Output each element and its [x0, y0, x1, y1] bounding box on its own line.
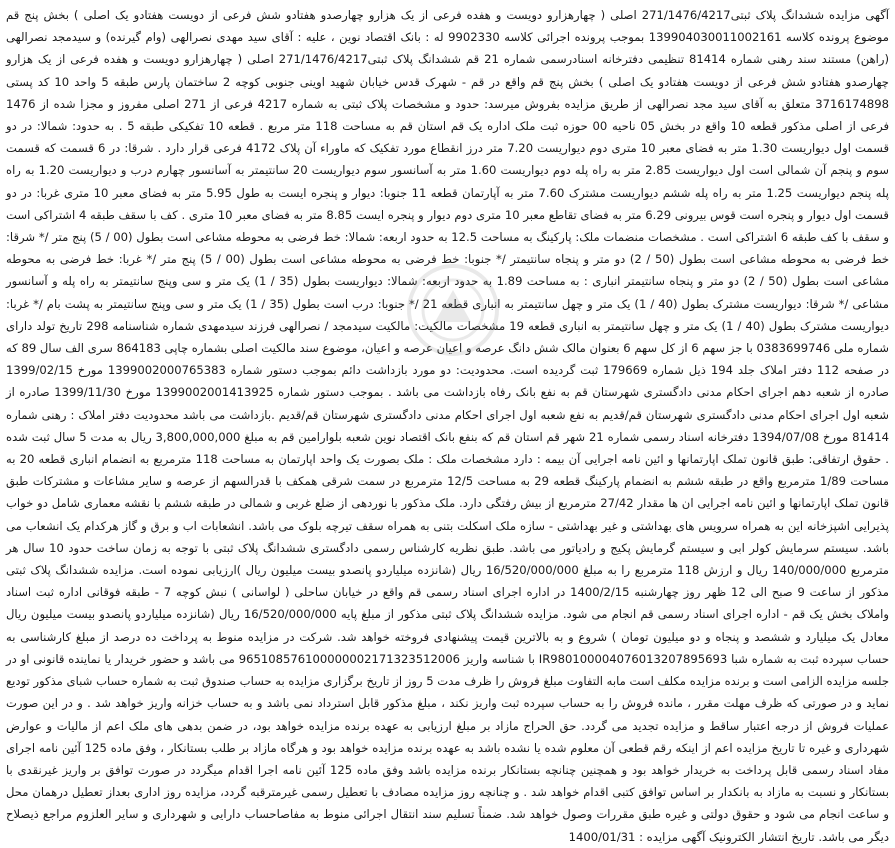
- auction-notice-text: آگهی مزایده ششدانگ پلاک ثبتی271/1476/4217 اصلی ( چهارهزارو دویست و هفده فرعی از یک هزارو چهارصدو هفتادو شش فرعی از دویست هفتادو یک اصلی ) بخش پنج قم موضوع پرونده کلاسه 139904030011002161 بموجب پرونده اجرائی کلاسه 9902330 له : بانک اقتصاد نوین ، علیه : آقای سید مهدی نصرالهی (وام گیرنده) و سیدمجد نصرالهی (راهن) مستند سند رهنی شماره 81414 تنظیمی دفترخانه اسنادرسمی شماره 21 قم ششدانگ پلاک ثبتی271/1476/4217 اصلی ( چهارهزارو دویست و هفده فرعی از یک هزارو چهارصدو هفتادو شش فرعی از دویست هفتادو یک اصلی ) بخش پنج قم واقع در قم - شهرک قدس خیابان شهید اوینی جنوبی کوچه 2 ساختمان پارس طبقه 5 واحد 10 کد پستی 3716174898 متعلق به آقای سید مجد نصرالهی از طریق مزایده بفروش میرسد: حدود و مشخصات پلاک ثبتی به شماره 4217 فرعی از 271 اصلی مفروز و مجزا شده از 1476 فرعی از اصلی مذکور قطعه 10 واقع در بخش 05 ناحیه 00 حوزه ثبت ملک اداره یک قم استان قم به مساحت 118 متر مربع . قطعه 10 تفکیکی طبقه 5 . به حدود: شمالا: در دو قسمت اول دیواریست 1.30 متر به فضای معبر 10 متری دوم دیواریست 7.20 متر درز انقطاع مورد تفکیک که ماوراء آن پلاک 4172 فرعی قرار دارد . شرقا: در 6 قسمت که قسمت سوم و پنجم آن شمالی است اول دیواریست 2.85 متر به راه پله دوم دیواریست 1.60 متر به آسانسور سوم دیواریست 20 سانتیمتر به آسانسور چهارم درب و دیواریست 1.20 به راه پله پنجم دیواریست 1.25 متر به راه پله ششم دیواریست مشترک 7.60 متر به آپارتمان قطعه 11 جنوبا: دیوار و پنجره ایست به طول 5.95 متر به فضای معبر 10 متری غربا: در دو قسمت اول دیوار و پنجره است قوس بیرونی 6.29 متر به فضای تقاطع معبر 10 متری دوم دیوار و پنجره ایست 8.85 متر به فضای معبر 10 متری . کف با سقف طبقه 4 اشتراکی است و سقف با کف طبقه 6 اشتراکی است . مشخصات منضمات ملک: پارکینگ به مساحت 12.5 به حدود اربعه: شمالا: خط فرضی به محوطه مشاعی است بطول (00 / 5) پنج متر /* شرقا: خط فرضی به محوطه مشاعی است بطول (50 / 2) دو متر و پنجاه سانتیمتر /* جنوبا: خط فرضی به محوطه مشاعی است بطول (00 / 5) پنج متر /* غربا: خط فرضی به محوطه مشاعی است بطول (50 / 2) دو متر و پنجاه سانتیمتر انباری : به مساحت 1.89 به حدود اربعه: شمالا: دیواریست بطول (35 / 1) یک متر و سی وپنج سانتیمتر به راه پله و آسانسور مشاعی /* شرقا: دیواریست مشترک بطول (40 / 1) یک متر و چهل سانتیمتر به انباری قطعه 21 /* جنوبا: درب است بطول (35 / 1) یک متر و سی وپنج سانتیمتر به پشت بام /* غربا: دیواریست مشترک بطول (40 / 1) یک متر و چهل سانتیمتر به انباری قطعه 19 مشخصات مالکیت: مالکیت سیدمجد / نصرالهی فرزند سیدمهدی شماره شناسنامه 298 تاریخ تولد دارای شماره ملی 0383699746 با جز سهم 6 از کل سهم 6 بعنوان مالک شش دانگ عرصه و اعیان عرصه و اعیان، موضوع سند مالکیت اصلی بشماره چاپی 864183 سری الف سال 89 که در صفحه 112 دفتر املاک جلد 194 ذیل شماره 179669 ثبت گردیده است. محدودیت: دو مورد بازداشت دائم بموجب دستور شماره 1399002000765383 مورخ 1399/02/15 صادره از شعبه دهم اجرای احکام مدنی دادگستری شهرستان قم به نفع بانک رفاه بازداشت می باشد . بموجب دستور شماره 1399002001413925 مورخ 1399/11/30 صادره از شعبه اول اجرای احکام مدنی دادگستری شهرستان قم/قدیم به نفع شعبه اول اجرای احکام مدنی دادگستری شهرستان قم/قدیم .بازداشت می باشد محدودیت دفتر املاک : رهنی شماره 81414 مورخ 1394/07/08 دفترخانه اسناد رسمی شماره 21 شهر قم استان قم که بنفع بانک اقتصاد نوین شعبه بلوارامین قم به مبلغ 3,800,000,000 ریال به مدت 5 سال ثبت شده . حقوق ارتفاقی: طبق قانون تملک اپارتمانها و ائین نامه اجرایی آن بیمه : دارد مشخصات ملک : ملک بصورت یک واحد اپارتمان به مساحت 118 مترمربع به انضمام انباری قطعه 20 به مساحت 1/89 مترمربع واقع در طبقه ششم به انضمام پارکینگ قطعه 29 به مساحت 12/5 مترمربع در سمت شرقی همکف با قدرالسهم از عرصه و سایر مشاعات و مشترکات طبق قانون تملک اپارتمانها و ائین نامه اجرایی ان ها مقدار 27/42 مترمربع از بیش رفتگی دارد. ملک مذکور با نوردهی از ضلع غربی و شمالی در طبقه ششم با نقشه معماری شامل دو خواب پذیرایی اشپزخانه این به همراه سرویس های بهداشتی و غیر بهداشتی - سازه ملک اسکلت بتنی به همراه سقف تیرچه بلوک می باشد. انشعابات اب و برق و گاز هرکدام یک انشعاب می باشد. سیستم سرمایش کولر ابی و سیستم گرمایش پکیج و رادیاتور می باشد. طبق نظریه کارشناس رسمی دادگستری ششدانگ پلاک ثبتی با توجه به زمان ساخت حدود 10 سال هر مترمربع 140/000/000 ریال و ارزش 118 مترمربع را به مبلغ 16/520/000/000 ریال (شانزده میلیاردو پانصدو بیست میلیون ریال )ارزیابی نموده است. مزایده ششدانگ پلاک ثبتی مذکور از ساعت 9 صبح الی 12 ظهر روز چهارشنبه 1400/2/15 در اداره اجرای اسناد رسمی قم واقع در خیابان ساحلی ( لواسانی ) نبش کوچه 7 - طبقه فوقانی اداره ثبت اسناد واملاک بخش یک قم - اداره اجرای اسناد رسمی قم انجام می شود. مزایده ششدانگ پلاک ثبتی مذکور از مبلغ پایه 16/520/000/000 ریال (شانزده میلیاردو پانصدو بیست میلیون ریال معادل یک میلیارد و ششصد و پنجاه و دو میلیون تومان ) شروع و به بالاترین قیمت پیشنهادی فروخته خواهد شد. شرکت در مزایده منوط به پرداخت ده درصد از مبلغ کارشناسی به حساب سپرده ثبت به شماره شبا IR980100004076013207895693 با شناسه واریز 965108576100000002171323512006 می باشد و حضور خریدار یا نماینده قانونی او در جلسه مزایده الزامی است و برنده مزایده مکلف است مابه التفاوت مبلغ فروش را ظرف مدت 5 روز از تاریخ برگزاری مزایده به حساب صندوق ثبت به شماره حساب شبای مذکور تودیع نماید و در صورتی که ظرف مهلت مقرر ، مانده فروش را به حساب سپرده ثبت واریز نکند ، مبلغ مذکور قابل استرداد نمی باشد و به حساب خزانه واریز خواهد شد . و در این صورت عملیات فروش از درجه اعتبار ساقط و مزایده تجدید می گردد. حق الحراج مازاد بر مبلغ ارزیابی به عهده برنده مزایده خواهد بود، در ضمن بدهی های ملک اعم از مالیات و عوارض شهرداری و غیره تا تاریخ مزایده اعم از اینکه رقم قطعی آن معلوم شده یا نشده باشد به عهده برنده مزایده خواهد بود و هرگاه مازاد بر طلب بستانکار ، وفق ماده 125 آئین نامه اجرای مفاد اسناد رسمی قابل پرداخت به خریدار خواهد بود و همچنین چنانچه بستانکار برنده مزایده باشد وفق ماده 125 آئین نامه اجرا اقدام میگردد در صورت توافق بر واریز غیرنقدی با بستانکار و نسبت به مازاد به بانکدار بر اساس توافق کتبی اقدام خواهد شد . و چنانچه روز مزایده مصادف با تعطیل رسمی غیرمترقبه گردد، مزایده روز اداری بعداز تعطیل درهمان محل و ساعت انجام می شود و حقوق دولتی و غیره طبق مقررات وصول خواهد شد. ضمناً تسلیم سند انتقال اجرائی منوط به مفاصاحساب دارایی و شهرداری و سایر العلزوم مراجع ذیصلاح دیگر می باشد. تاریخ انتشار الکترونیک آگهی مزایده : 1400/01/31: [6, 8, 890, 844]
